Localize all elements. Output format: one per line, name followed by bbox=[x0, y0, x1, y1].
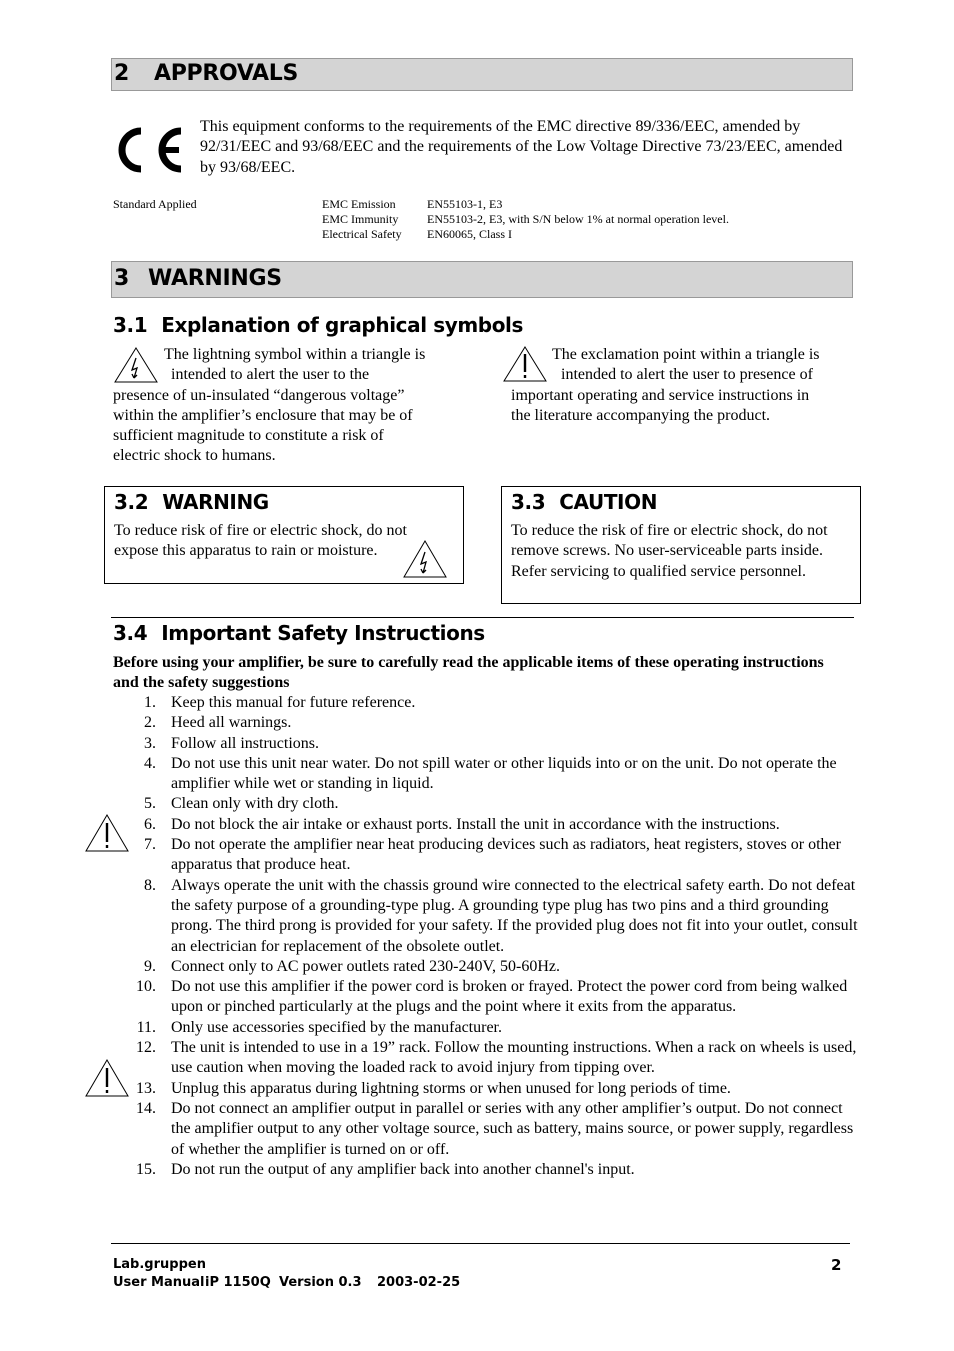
item-number: 8. bbox=[144, 876, 156, 894]
list-item bbox=[113, 754, 858, 795]
standard-value: EN55103-1, E3 bbox=[427, 197, 503, 211]
lightning-line: The lightning symbol within a triangle is bbox=[164, 346, 426, 363]
item-number: 15. bbox=[136, 1160, 156, 1178]
standards-name-column bbox=[322, 197, 402, 242]
page-number: 2 bbox=[831, 1256, 842, 1274]
item-text: Always operate the unit with the chassis ground wire connected to the electrical safety earth. Do not defeat the safety purpose of a grounding-type plug. A grounding type plug has two pins and a third grounding prong. The third prong is provided for your safety. If the provided plug does not fit into your outlet, consult an electrician for replacement of the obsolete outlet. bbox=[171, 876, 858, 955]
item-text: Unplug this apparatus during lightning storms or when unused for long periods of time. bbox=[171, 1079, 731, 1097]
section-divider bbox=[111, 617, 854, 618]
item-text: Do not use this amplifier if the power cord is broken or frayed. Protect the power cord from being walked upon or pinched particularly at the plugs and the point where it exits from the apparatus. bbox=[171, 978, 848, 1016]
section-3-4-number: 3.4 bbox=[113, 621, 148, 645]
section-3-header bbox=[111, 261, 853, 298]
item-text: Only use accessories specified by the manufacturer. bbox=[171, 1018, 502, 1036]
standard-value: EN60065, Class I bbox=[427, 227, 512, 241]
item-number: 2. bbox=[144, 714, 156, 732]
section-3-number: 3 bbox=[114, 266, 130, 291]
caution-box bbox=[501, 486, 861, 604]
item-text: The unit is intended to use in a 19” rack. Follow the mounting instructions. When a rack on wheels is used, use caution when moving the loaded rack to avoid injury from tipping over. bbox=[171, 1039, 857, 1077]
section-3-3-title: CAUTION bbox=[559, 490, 658, 514]
section-3-title: WARNINGS bbox=[148, 266, 282, 291]
list-item bbox=[113, 734, 858, 754]
exclamation-line: the literature accompanying the product. bbox=[511, 406, 771, 424]
list-item bbox=[113, 794, 858, 814]
safety-intro: Before using your amplifier, be sure to carefully read the applicable items of these operating instructions and the safety suggestions bbox=[113, 654, 824, 692]
lightning-line: presence of un-insulated “dangerous voltage” bbox=[113, 386, 405, 404]
item-text: Connect only to AC power outlets rated 230-240V, 50-60Hz. bbox=[171, 957, 560, 975]
item-text: Keep this manual for future reference. bbox=[171, 694, 416, 711]
lightning-line: within the amplifier’s enclosure that may be of bbox=[113, 406, 413, 424]
lightning-line: sufficient magnitude to constitute a risk of bbox=[113, 427, 384, 445]
item-number: 13. bbox=[136, 1079, 156, 1097]
section-3-2-title: WARNING bbox=[162, 490, 269, 514]
standard-value: EN55103-2, E3, with S/N below 1% at normal operation level. bbox=[427, 212, 729, 226]
exclamation-line: important operating and service instructions in bbox=[511, 386, 810, 404]
lightning-symbol-explanation bbox=[113, 345, 458, 467]
section-3-3-number: 3.3 bbox=[511, 490, 546, 514]
footer-version: Version 0.3 bbox=[279, 1275, 362, 1290]
warning-text: To reduce risk of fire or electric shock, do not expose this apparatus to rain or moisture. bbox=[114, 522, 407, 560]
exclamation-line: The exclamation point within a triangle is bbox=[552, 346, 820, 363]
item-text: Follow all instructions. bbox=[171, 734, 319, 752]
footer-divider bbox=[111, 1243, 850, 1244]
list-item bbox=[113, 1099, 858, 1160]
item-number: 3. bbox=[144, 734, 156, 752]
footer-company: Lab.gruppen bbox=[113, 1257, 206, 1272]
caution-text: To reduce the risk of fire or electric shock, do not remove screws. No user-serviceable parts inside. Refer servicing to qualified service personnel. bbox=[511, 522, 828, 580]
item-text: Do not run the output of any amplifier back into another channel's input. bbox=[171, 1160, 635, 1178]
item-text: Heed all warnings. bbox=[171, 714, 292, 732]
exclamation-symbol-explanation bbox=[511, 345, 856, 426]
item-text: Do not connect an amplifier output in parallel or series with any other amplifier’s output. Do not connect the amplifier output to any other voltage source, such as battery, mains source, or power supply, regardless of whether the amplifier is turned on or off. bbox=[171, 1099, 854, 1158]
lightning-warning-icon bbox=[402, 539, 448, 579]
standard-name: EMC Emission bbox=[322, 197, 396, 211]
footer-date: 2003-02-25 bbox=[377, 1275, 461, 1290]
standards-value-column bbox=[427, 197, 729, 242]
item-number: 11. bbox=[136, 1018, 156, 1036]
list-item bbox=[113, 1038, 858, 1079]
footer-model: iP 1150Q bbox=[205, 1275, 271, 1290]
item-number: 7. bbox=[144, 836, 156, 854]
footer-manual-label: User Manual bbox=[113, 1275, 205, 1290]
standards-label: Standard Applied bbox=[113, 197, 197, 211]
list-item bbox=[113, 835, 858, 876]
item-text: Clean only with dry cloth. bbox=[171, 795, 339, 813]
list-item bbox=[113, 957, 858, 977]
item-number: 14. bbox=[136, 1099, 156, 1117]
section-2-number: 2 bbox=[114, 61, 130, 86]
section-3-4-heading bbox=[113, 621, 485, 645]
warning-box bbox=[104, 486, 464, 584]
item-text: Do not use this unit near water. Do not spill water or other liquids into or on the unit. Do not operate the amplifier while wet or standing in liquid. bbox=[171, 754, 837, 793]
section-3-4-title: Important Safety Instructions bbox=[161, 621, 485, 645]
standard-name: EMC Immunity bbox=[322, 212, 399, 226]
item-text: Do not block the air intake or exhaust ports. Install the unit in accordance with the instructions. bbox=[171, 815, 780, 833]
item-number: 10. bbox=[136, 978, 156, 996]
section-3-1-number: 3.1 bbox=[113, 313, 148, 337]
approval-statement: This equipment conforms to the requirements of the EMC directive 89/336/EEC, amended by 92/31/EEC and 93/68/EEC and the requirements of the Low Voltage Directive 73/23/EEC, amended by 93/68/EEC. bbox=[200, 118, 843, 176]
list-item bbox=[113, 693, 858, 713]
lightning-line: intended to alert the user to the bbox=[171, 366, 370, 384]
section-3-2-number: 3.2 bbox=[114, 490, 149, 514]
ce-mark-logo bbox=[113, 125, 185, 175]
item-number: 1. bbox=[144, 694, 156, 711]
section-2-header bbox=[111, 58, 853, 91]
section-3-2-heading bbox=[114, 490, 269, 514]
list-item bbox=[113, 1079, 858, 1099]
item-number: 5. bbox=[144, 795, 156, 813]
section-3-1-title: Explanation of graphical symbols bbox=[161, 313, 524, 337]
list-item bbox=[113, 1160, 858, 1180]
section-3-3-heading bbox=[511, 490, 657, 514]
item-number: 4. bbox=[144, 754, 156, 772]
item-text: Do not operate the amplifier near heat producing devices such as radiators, heat registers, stoves or other apparatus that produce heat. bbox=[171, 836, 841, 874]
list-item bbox=[113, 713, 858, 733]
item-number: 6. bbox=[144, 815, 156, 833]
exclamation-line: intended to alert the user to presence of bbox=[561, 366, 813, 384]
item-number: 12. bbox=[136, 1039, 156, 1057]
section-2-title: APPROVALS bbox=[154, 61, 299, 86]
list-item bbox=[113, 815, 858, 835]
list-item bbox=[113, 876, 858, 957]
standard-name: Electrical Safety bbox=[322, 227, 402, 241]
safety-instructions-list bbox=[113, 693, 858, 1180]
item-number: 9. bbox=[144, 957, 156, 975]
lightning-line: electric shock to humans. bbox=[113, 447, 276, 465]
section-3-1-heading bbox=[113, 313, 523, 337]
list-item bbox=[113, 977, 858, 1018]
list-item bbox=[113, 1018, 858, 1038]
